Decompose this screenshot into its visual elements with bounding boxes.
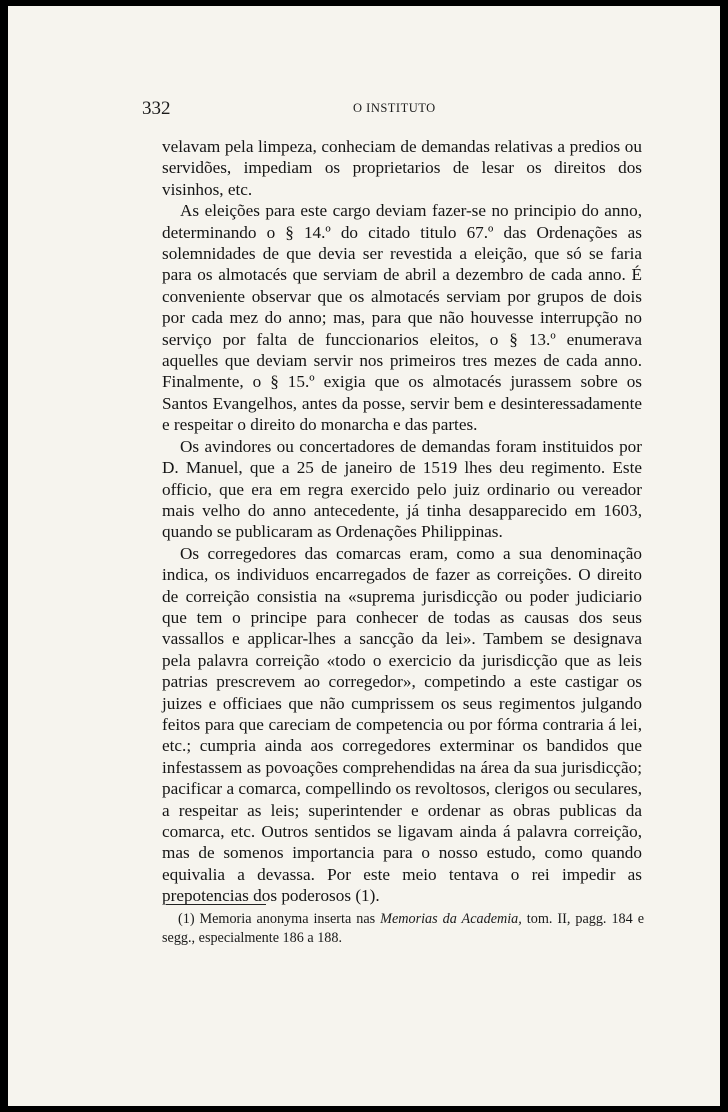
paragraph-avindores: Os avindores ou concertadores de demandas foram instituidos por D. Manuel, que a 25 de janeiro de 1519 lhes deu regimento. Este officio, que era em regra exercido pelo juiz ordinario ou vereador mais velho do anno antecedente, já tinha desapparecido em 1603, quando se publicaram as Ordenações Philippinas.: [162, 436, 642, 542]
paragraph-eleicoes: As eleições para este cargo deviam fazer-se no principio do anno, determinando o § 14.º do citado titulo 67.º das Ordenações as solemnidades de que devia ser revestida a eleição, que só se faria para os almotacés que serviam de abril a dezembro de cada anno. É conveniente observar que os almotacés serviam por grupos de dois por cada mez do anno; mas, para que não houvesse interrupção no serviço por falta de funccionarios eleitos, o § 13.º enumerava aquelles que deviam servir nos primeiros tres mezes de cada anno. Finalmente, o § 15.º exigia que os almotacés jurassem sobre os Santos Evangelhos, antes da posse, servir bem e desinteressadamente e respeitar o direito do monarcha e das partes.: [162, 201, 642, 435]
footnote-text-after: tom. II, pagg. 184 e segg., especialmente 186 a 188.: [162, 911, 644, 946]
body-text: [162, 136, 642, 907]
book-page: [8, 6, 720, 1106]
journal-title: O INSTITUTO: [353, 101, 436, 115]
running-head: [8, 98, 720, 120]
footnote-rule: [166, 904, 266, 905]
footnote-text-before: (1) Memoria anonyma inserta nas: [178, 911, 381, 927]
paragraph-continuation: velavam pela limpeza, conheciam de demandas relativas a predios ou servidões, impediam os proprietarios de lesar os direitos dos visinhos, etc.: [162, 137, 642, 199]
page-number: 332: [142, 98, 171, 119]
paragraph-corregedores: Os corregedores das comarcas eram, como a sua denominação indica, os individuos encarregados de fazer as correições. O direito de correição consistia na «suprema jurisdicção ou poder judiciario que tem o principe para conhecer de todas as causas dos seus vassallos e applicar-lhes a sancção da lei». Tambem se designava pela palavra correição «todo o exercicio da jurisdicção que as leis patrias prescrevem ao corregedor», competindo a este castigar os juizes e officiaes que não cumprissem os seus regimentos julgando feitos para que careciam de competencia ou por fórma contraria á lei, etc.; cumpria ainda aos corregedores exterminar os bandidos que infestassem as povoações comprehendidas na área da sua jurisdicção; pacificar a comarca, compellindo os revoltosos, clerigos ou seculares, a respeitar as leis; superintender e ordenar as obras publicas da comarca, etc. Outros sentidos se ligavam ainda á palavra correição, mas de somenos importancia para o nosso estudo, como quando equivalia a devassa. Por este meio tentava o rei impedir as prepotencias dos poderosos (1).: [162, 543, 642, 906]
footnote: [162, 910, 644, 948]
footnote-work-title: Memorias da Academia,: [380, 911, 522, 927]
